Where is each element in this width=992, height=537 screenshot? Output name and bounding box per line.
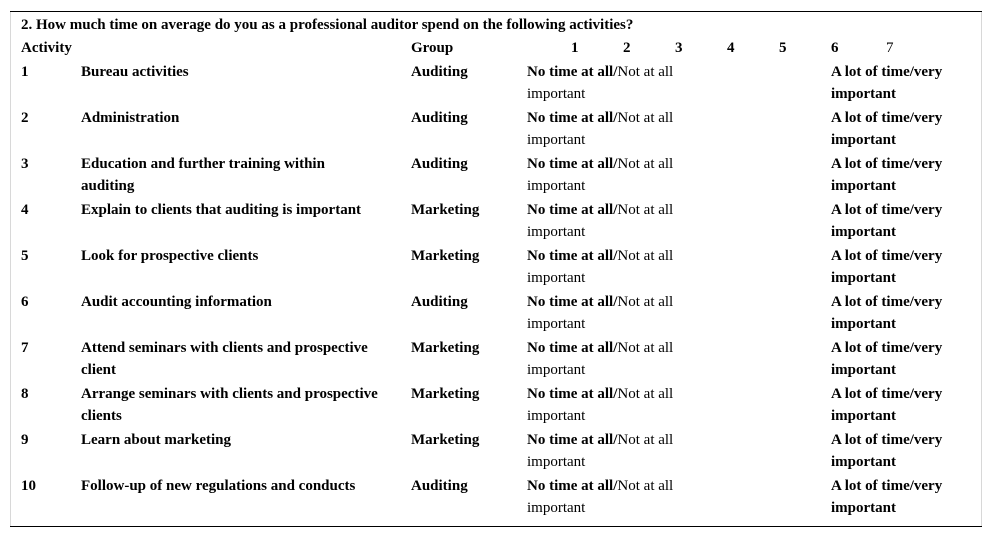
activity-number: 9 (21, 432, 29, 448)
activity-name: Education and further training within auditing (81, 156, 325, 194)
scale-low-line2: important (527, 316, 586, 332)
table-row (10, 199, 982, 245)
scale-high-anchor (831, 429, 942, 473)
scale-low-bold: No time at all/ (527, 386, 618, 402)
scale-low-plain: Not at all (617, 386, 674, 402)
scale-header-2: 2 (623, 40, 631, 56)
scale-high-anchor (831, 475, 942, 519)
scale-high-line2: important (831, 500, 896, 516)
activity-number: 10 (21, 478, 36, 494)
scale-low-line2: important (527, 362, 586, 378)
activity-number: 1 (21, 64, 29, 80)
scale-header-6: 6 (831, 40, 839, 56)
scale-low-line2: important (527, 132, 586, 148)
scale-high-anchor (831, 383, 942, 427)
table-row (10, 153, 982, 199)
scale-low-anchor (527, 107, 673, 151)
activity-group: Auditing (411, 478, 468, 494)
table-row (10, 245, 982, 291)
activity-header: Activity (21, 40, 72, 56)
scale-low-bold: No time at all/ (527, 110, 618, 126)
activity-group: Marketing (411, 432, 480, 448)
scale-high-anchor (831, 291, 942, 335)
scale-low-bold: No time at all/ (527, 64, 618, 80)
scale-low-bold: No time at all/ (527, 340, 618, 356)
scale-high-line1: A lot of time/very (831, 432, 943, 448)
table-row (10, 429, 982, 475)
scale-high-line2: important (831, 86, 896, 102)
scale-high-anchor (831, 337, 942, 381)
scale-high-line2: important (831, 224, 896, 240)
activity-number: 2 (21, 110, 29, 126)
activity-name: Attend seminars with clients and prospective client (81, 340, 368, 378)
scale-header-1: 1 (571, 40, 579, 56)
scale-low-plain: Not at all (617, 156, 674, 172)
scale-low-plain: Not at all (617, 478, 674, 494)
activity-number: 8 (21, 386, 29, 402)
scale-low-plain: Not at all (617, 432, 674, 448)
scale-header-7: 7 (886, 40, 894, 56)
scale-high-line1: A lot of time/very (831, 248, 943, 264)
activity-group: Auditing (411, 294, 468, 310)
activity-group: Marketing (411, 386, 480, 402)
activity-name: Follow-up of new regulations and conducts (81, 478, 356, 494)
activity-group: Marketing (411, 340, 480, 356)
scale-high-line1: A lot of time/very (831, 110, 943, 126)
scale-high-anchor (831, 61, 942, 105)
scale-low-line2: important (527, 270, 586, 286)
activity-group: Marketing (411, 202, 480, 218)
activity-name: Learn about marketing (81, 432, 231, 448)
activity-group: Auditing (411, 110, 468, 126)
table-row (10, 61, 982, 107)
scale-high-line2: important (831, 270, 896, 286)
scale-low-line2: important (527, 454, 586, 470)
activity-number: 7 (21, 340, 29, 356)
scale-high-line2: important (831, 454, 896, 470)
scale-low-bold: No time at all/ (527, 478, 618, 494)
activity-name: Arrange seminars with clients and prospective clients (81, 386, 378, 424)
activity-name: Explain to clients that auditing is important (81, 202, 362, 218)
activity-name: Look for prospective clients (81, 248, 259, 264)
scale-high-line1: A lot of time/very (831, 64, 943, 80)
activity-group: Auditing (411, 64, 468, 80)
scale-header-5: 5 (779, 40, 787, 56)
question-text: 2. How much time on average do you as a professional auditor spend on the following activities? (21, 17, 634, 33)
scale-low-bold: No time at all/ (527, 202, 618, 218)
table-row (10, 475, 982, 521)
scale-high-line1: A lot of time/very (831, 156, 943, 172)
scale-low-anchor (527, 383, 673, 427)
scale-high-anchor (831, 199, 942, 243)
activity-group: Marketing (411, 248, 480, 264)
activity-number: 6 (21, 294, 29, 310)
scale-low-plain: Not at all (617, 202, 674, 218)
scale-high-line1: A lot of time/very (831, 386, 943, 402)
scale-low-anchor (527, 429, 673, 473)
scale-low-anchor (527, 337, 673, 381)
scale-low-anchor (527, 475, 673, 519)
scale-low-bold: No time at all/ (527, 432, 618, 448)
scale-low-line2: important (527, 224, 586, 240)
scale-low-anchor (527, 245, 673, 289)
scale-high-anchor (831, 107, 942, 151)
scale-low-line2: important (527, 178, 586, 194)
scale-low-plain: Not at all (617, 294, 674, 310)
table-row (10, 383, 982, 429)
scale-low-anchor (527, 153, 673, 197)
scale-low-bold: No time at all/ (527, 294, 618, 310)
scale-low-plain: Not at all (617, 64, 674, 80)
activity-number: 5 (21, 248, 29, 264)
scale-low-line2: important (527, 500, 586, 516)
activity-group: Auditing (411, 156, 468, 172)
scale-high-line1: A lot of time/very (831, 202, 943, 218)
scale-low-anchor (527, 291, 673, 335)
scale-high-line2: important (831, 408, 896, 424)
scale-low-line2: important (527, 86, 586, 102)
scale-high-line2: important (831, 362, 896, 378)
scale-high-anchor (831, 153, 942, 197)
table-row (10, 107, 982, 153)
activity-number: 4 (21, 202, 29, 218)
activity-name: Administration (81, 110, 180, 126)
scale-high-line1: A lot of time/very (831, 340, 943, 356)
scale-low-anchor (527, 199, 673, 243)
scale-high-line1: A lot of time/very (831, 294, 943, 310)
activity-name: Audit accounting information (81, 294, 272, 310)
table-row (10, 337, 982, 383)
scale-low-bold: No time at all/ (527, 248, 618, 264)
scale-high-line2: important (831, 178, 896, 194)
scale-low-plain: Not at all (617, 110, 674, 126)
scale-high-line2: important (831, 316, 896, 332)
activity-number: 3 (21, 156, 29, 172)
activity-name: Bureau activities (81, 64, 189, 80)
scale-low-line2: important (527, 408, 586, 424)
scale-header-3: 3 (675, 40, 683, 56)
scale-low-plain: Not at all (617, 248, 674, 264)
scale-high-anchor (831, 245, 942, 289)
scale-low-plain: Not at all (617, 340, 674, 356)
scale-low-anchor (527, 61, 673, 105)
scale-header-4: 4 (727, 40, 735, 56)
survey-table (10, 11, 982, 527)
group-header: Group (411, 40, 454, 56)
scale-high-line2: important (831, 132, 896, 148)
table-row (10, 291, 982, 337)
scale-low-bold: No time at all/ (527, 156, 618, 172)
scale-high-line1: A lot of time/very (831, 478, 943, 494)
